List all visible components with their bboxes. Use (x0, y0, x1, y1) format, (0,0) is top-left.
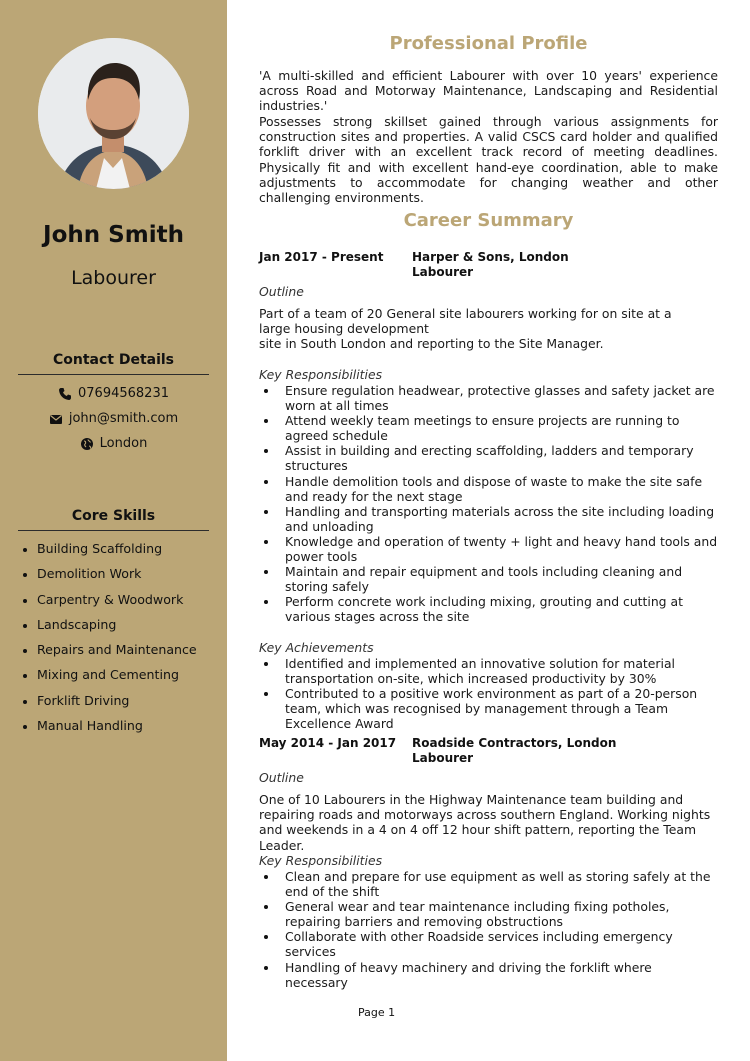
responsibilities-list (259, 869, 718, 990)
responsibilities-list (259, 383, 718, 625)
skill-item: Carpentry & Woodwork (22, 592, 197, 617)
sidebar (0, 0, 227, 1061)
job-dates: May 2014 - Jan 2017 (259, 736, 397, 750)
list-item: Collaborate with other Roadside services including emergency services (259, 929, 718, 959)
skill-item: Building Scaffolding (22, 541, 197, 566)
phone-text: 07694568231 (78, 386, 169, 401)
list-item: Contributed to a positive work environment as part of a 20-person team, which was recognised by management through a Team Excellence Award (259, 686, 718, 731)
contact-location (0, 436, 227, 451)
outline-label: Outline (259, 284, 304, 299)
email-text: john@smith.com (68, 411, 179, 426)
job-employer: Harper & Sons, London (412, 250, 569, 264)
job-outline: Part of a team of 20 General site labourers working for on site at a large housing development site in South London and reporting to the Site Manager. (259, 306, 672, 352)
career-heading: Career Summary (403, 210, 574, 231)
list-item: Identified and implemented an innovative solution for material transportation on-site, which increased productivity by 30% (259, 656, 718, 686)
list-item: Handling of heavy machinery and driving the forklift where necessary (259, 960, 718, 990)
location-text: London (99, 436, 148, 451)
job-employer: Roadside Contractors, London (412, 736, 617, 750)
job-dates: Jan 2017 - Present (259, 250, 384, 264)
page-number: Page 1 (358, 1006, 396, 1019)
portrait-image (38, 38, 189, 189)
list-item: Handle demolition tools and dispose of waste to make the site safe and ready for the next stage (259, 474, 718, 504)
list-item: Ensure regulation headwear, protective glasses and safety jacket are worn at all times (259, 383, 718, 413)
achievements-label: Key Achievements (259, 640, 374, 655)
list-item: General wear and tear maintenance including fixing potholes, repairing barriers and removing obstructions (259, 899, 718, 929)
profile-photo (38, 38, 189, 189)
outline-label: Outline (259, 770, 304, 785)
skill-item: Mixing and Cementing (22, 667, 197, 692)
job-employer-block (412, 736, 616, 766)
skills-list (22, 541, 197, 743)
list-item: Assist in building and erecting scaffolding, ladders and temporary structures (259, 443, 718, 473)
skill-item: Landscaping (22, 617, 197, 642)
achievements-list (259, 656, 718, 731)
list-item: Knowledge and operation of twenty + light and heavy hand tools and power tools (259, 534, 718, 564)
job-outline: One of 10 Labourers in the Highway Maintenance team building and repairing roads and motorways across southern England. Working nights and weekends in a 4 on 4 off 12 hour shift pattern, reporting the Team Leader. (259, 792, 711, 853)
skill-item: Demolition Work (22, 566, 197, 591)
job-position: Labourer (412, 265, 474, 279)
contact-phone (0, 386, 227, 401)
contact-heading: Contact Details (18, 352, 209, 375)
envelope-icon (49, 412, 63, 426)
responsibilities-label: Key Responsibilities (259, 853, 383, 868)
job-position: Labourer (412, 751, 474, 765)
responsibilities-label: Key Responsibilities (259, 367, 383, 382)
contact-email (0, 411, 227, 426)
profile-details: Possesses strong skillset gained through various assignments for construction sites and properties. A valid CSCS card holder and qualified forklift driver with an excellent track record of meeting deadlines. Physically fit and with excellent hand-eye coordination, able to make adjustments to accommodate for changing weather and other challenging environments. (259, 114, 718, 206)
profile-summary: 'A multi-skilled and efficient Labourer with over 10 years' experience across Road and Motorway Maintenance, Landscaping and Residential industries.' (259, 68, 718, 114)
candidate-role: Labourer (71, 267, 156, 289)
profile-heading: Professional Profile (389, 33, 588, 54)
job-employer-block (412, 250, 569, 280)
skill-item: Forklift Driving (22, 693, 197, 718)
phone-icon (58, 387, 72, 401)
list-item: Attend weekly team meetings to ensure projects are running to agreed schedule (259, 413, 718, 443)
skills-heading: Core Skills (18, 508, 209, 531)
list-item: Perform concrete work including mixing, grouting and cutting at various stages across the site (259, 594, 718, 624)
skill-item: Repairs and Maintenance (22, 642, 197, 667)
globe-icon (80, 437, 94, 451)
skill-item: Manual Handling (22, 718, 197, 743)
candidate-name: John Smith (43, 222, 184, 248)
list-item: Maintain and repair equipment and tools including cleaning and storing safely (259, 564, 718, 594)
list-item: Clean and prepare for use equipment as well as storing safely at the end of the shift (259, 869, 718, 899)
list-item: Handling and transporting materials across the site including loading and unloading (259, 504, 718, 534)
